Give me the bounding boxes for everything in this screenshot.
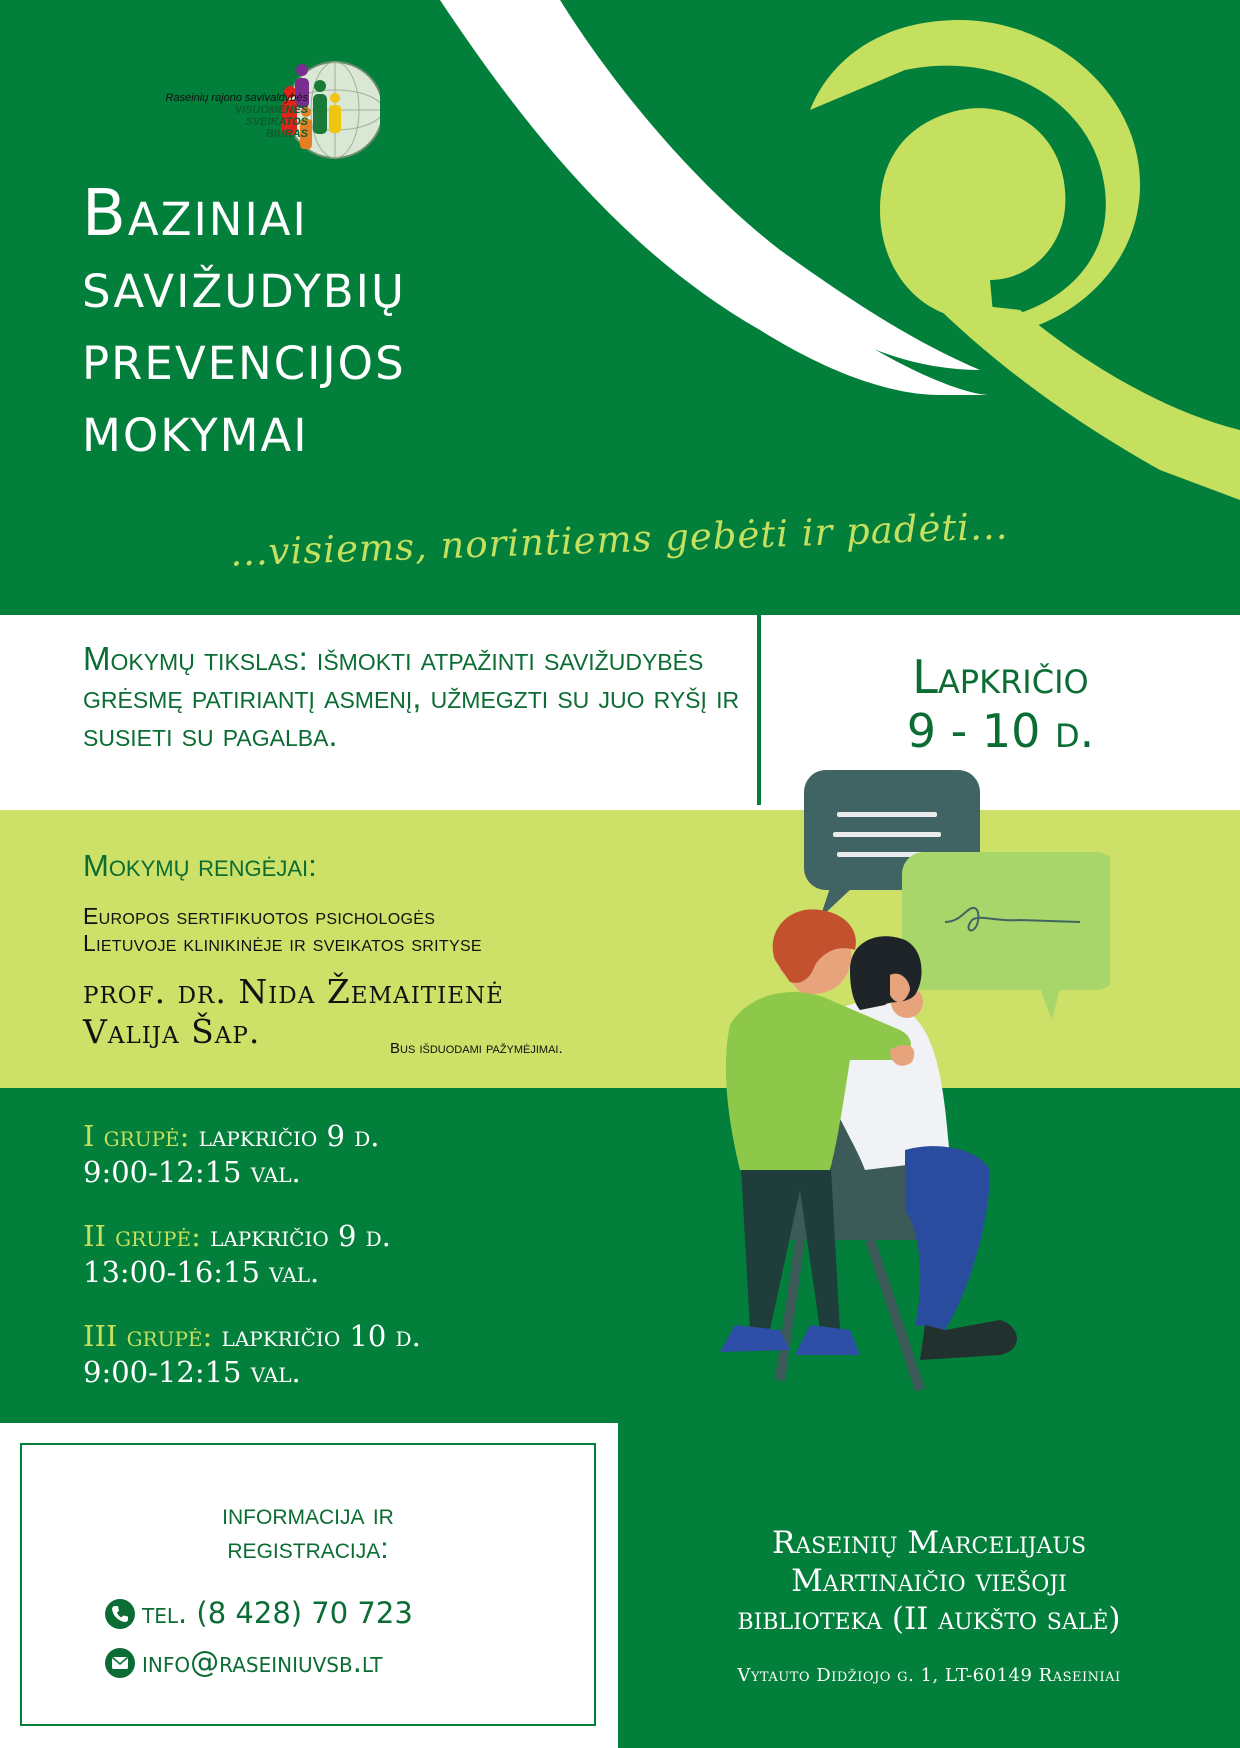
venue-line-3: biblioteka (II aukšto salė)	[737, 1601, 1121, 1637]
tagline: ...visiems, norintiems gebėti ir padėti...	[229, 504, 1009, 575]
organizers-description-2: Lietuvoje klinikinėje ir sveikatos srityse	[83, 930, 482, 956]
group-3	[83, 1318, 421, 1390]
email-icon	[104, 1647, 136, 1679]
email-address[interactable]: info@raseiniuvsb.lt	[142, 1645, 383, 1679]
group-3-date: lapkričio 10 d.	[221, 1319, 421, 1353]
logo-line-2: SVEIKATOS	[245, 116, 308, 128]
group-2-date: lapkričio 9 d.	[210, 1219, 391, 1253]
group-2-label: II grupė:	[83, 1219, 201, 1253]
group-2-time: 13:00-16:15	[83, 1255, 260, 1289]
date-month: Lapkričio	[912, 650, 1089, 704]
venue-address: Vytauto Didžiojo g. 1, LT-60149 Raseiniai	[737, 1665, 1121, 1686]
title-line-3: prevencijos	[82, 321, 406, 395]
group-3-label: III grupė:	[83, 1319, 213, 1353]
date-days: 9 - 10 d.	[906, 704, 1095, 758]
logo-line-3: BIURAS	[265, 128, 308, 140]
support-illustration	[680, 770, 1110, 1490]
logo-line-municipality: Raseinių rajono savivaldybės	[165, 92, 308, 104]
info-title-line-2: registracija:	[227, 1532, 389, 1565]
logo-text	[130, 92, 308, 140]
title-line-2: savižudybių	[82, 249, 406, 323]
organizers-heading: Mokymų rengėjai:	[83, 848, 317, 883]
organizer-name-1: prof. dr. Nida Žemaitienė	[83, 972, 504, 1011]
group-1-date: lapkričio 9 d.	[198, 1119, 380, 1153]
group-2-unit: val.	[269, 1255, 320, 1289]
info-box	[20, 1443, 596, 1726]
group-1-label: I grupė:	[83, 1119, 190, 1153]
group-2	[83, 1218, 391, 1290]
group-1	[83, 1118, 379, 1190]
venue-line-2: Martinaičio viešoji	[791, 1563, 1067, 1599]
title-line-1: Baziniai	[82, 177, 308, 251]
info-title-line-1: informacija ir	[222, 1498, 394, 1531]
phone-icon	[104, 1598, 136, 1630]
page-title	[82, 178, 406, 466]
group-3-unit: val.	[250, 1355, 301, 1389]
organizers-description-1: Europos sertifikuotos psichologės	[83, 903, 436, 929]
group-1-time: 9:00-12:15	[83, 1155, 242, 1189]
venue-line-1: Raseinių Marcelijaus	[771, 1525, 1087, 1561]
phone-number[interactable]: tel. (8 428) 70 723	[142, 1596, 413, 1630]
header-section	[0, 0, 1240, 615]
group-1-unit: val.	[250, 1155, 301, 1189]
certificate-note: Bus išduodami pažymėjimai.	[390, 1040, 563, 1057]
group-3-time: 9:00-12:15	[83, 1355, 242, 1389]
message-bubble-icon	[902, 852, 1110, 1020]
venue-name	[618, 1524, 1240, 1638]
organizer-name-2: Valija Šap.	[83, 1012, 261, 1051]
title-line-4: mokymai	[82, 393, 309, 467]
logo-line-1: VISUOMENĖS	[234, 104, 308, 116]
event-date	[761, 650, 1240, 758]
info-title	[20, 1498, 596, 1566]
aim-text: Mokymų tikslas: išmokti atpažinti savižudybės grėsmę patiriantį asmenį, užmegzti su juo ryšį ir susieti su pagalba.	[83, 640, 740, 753]
